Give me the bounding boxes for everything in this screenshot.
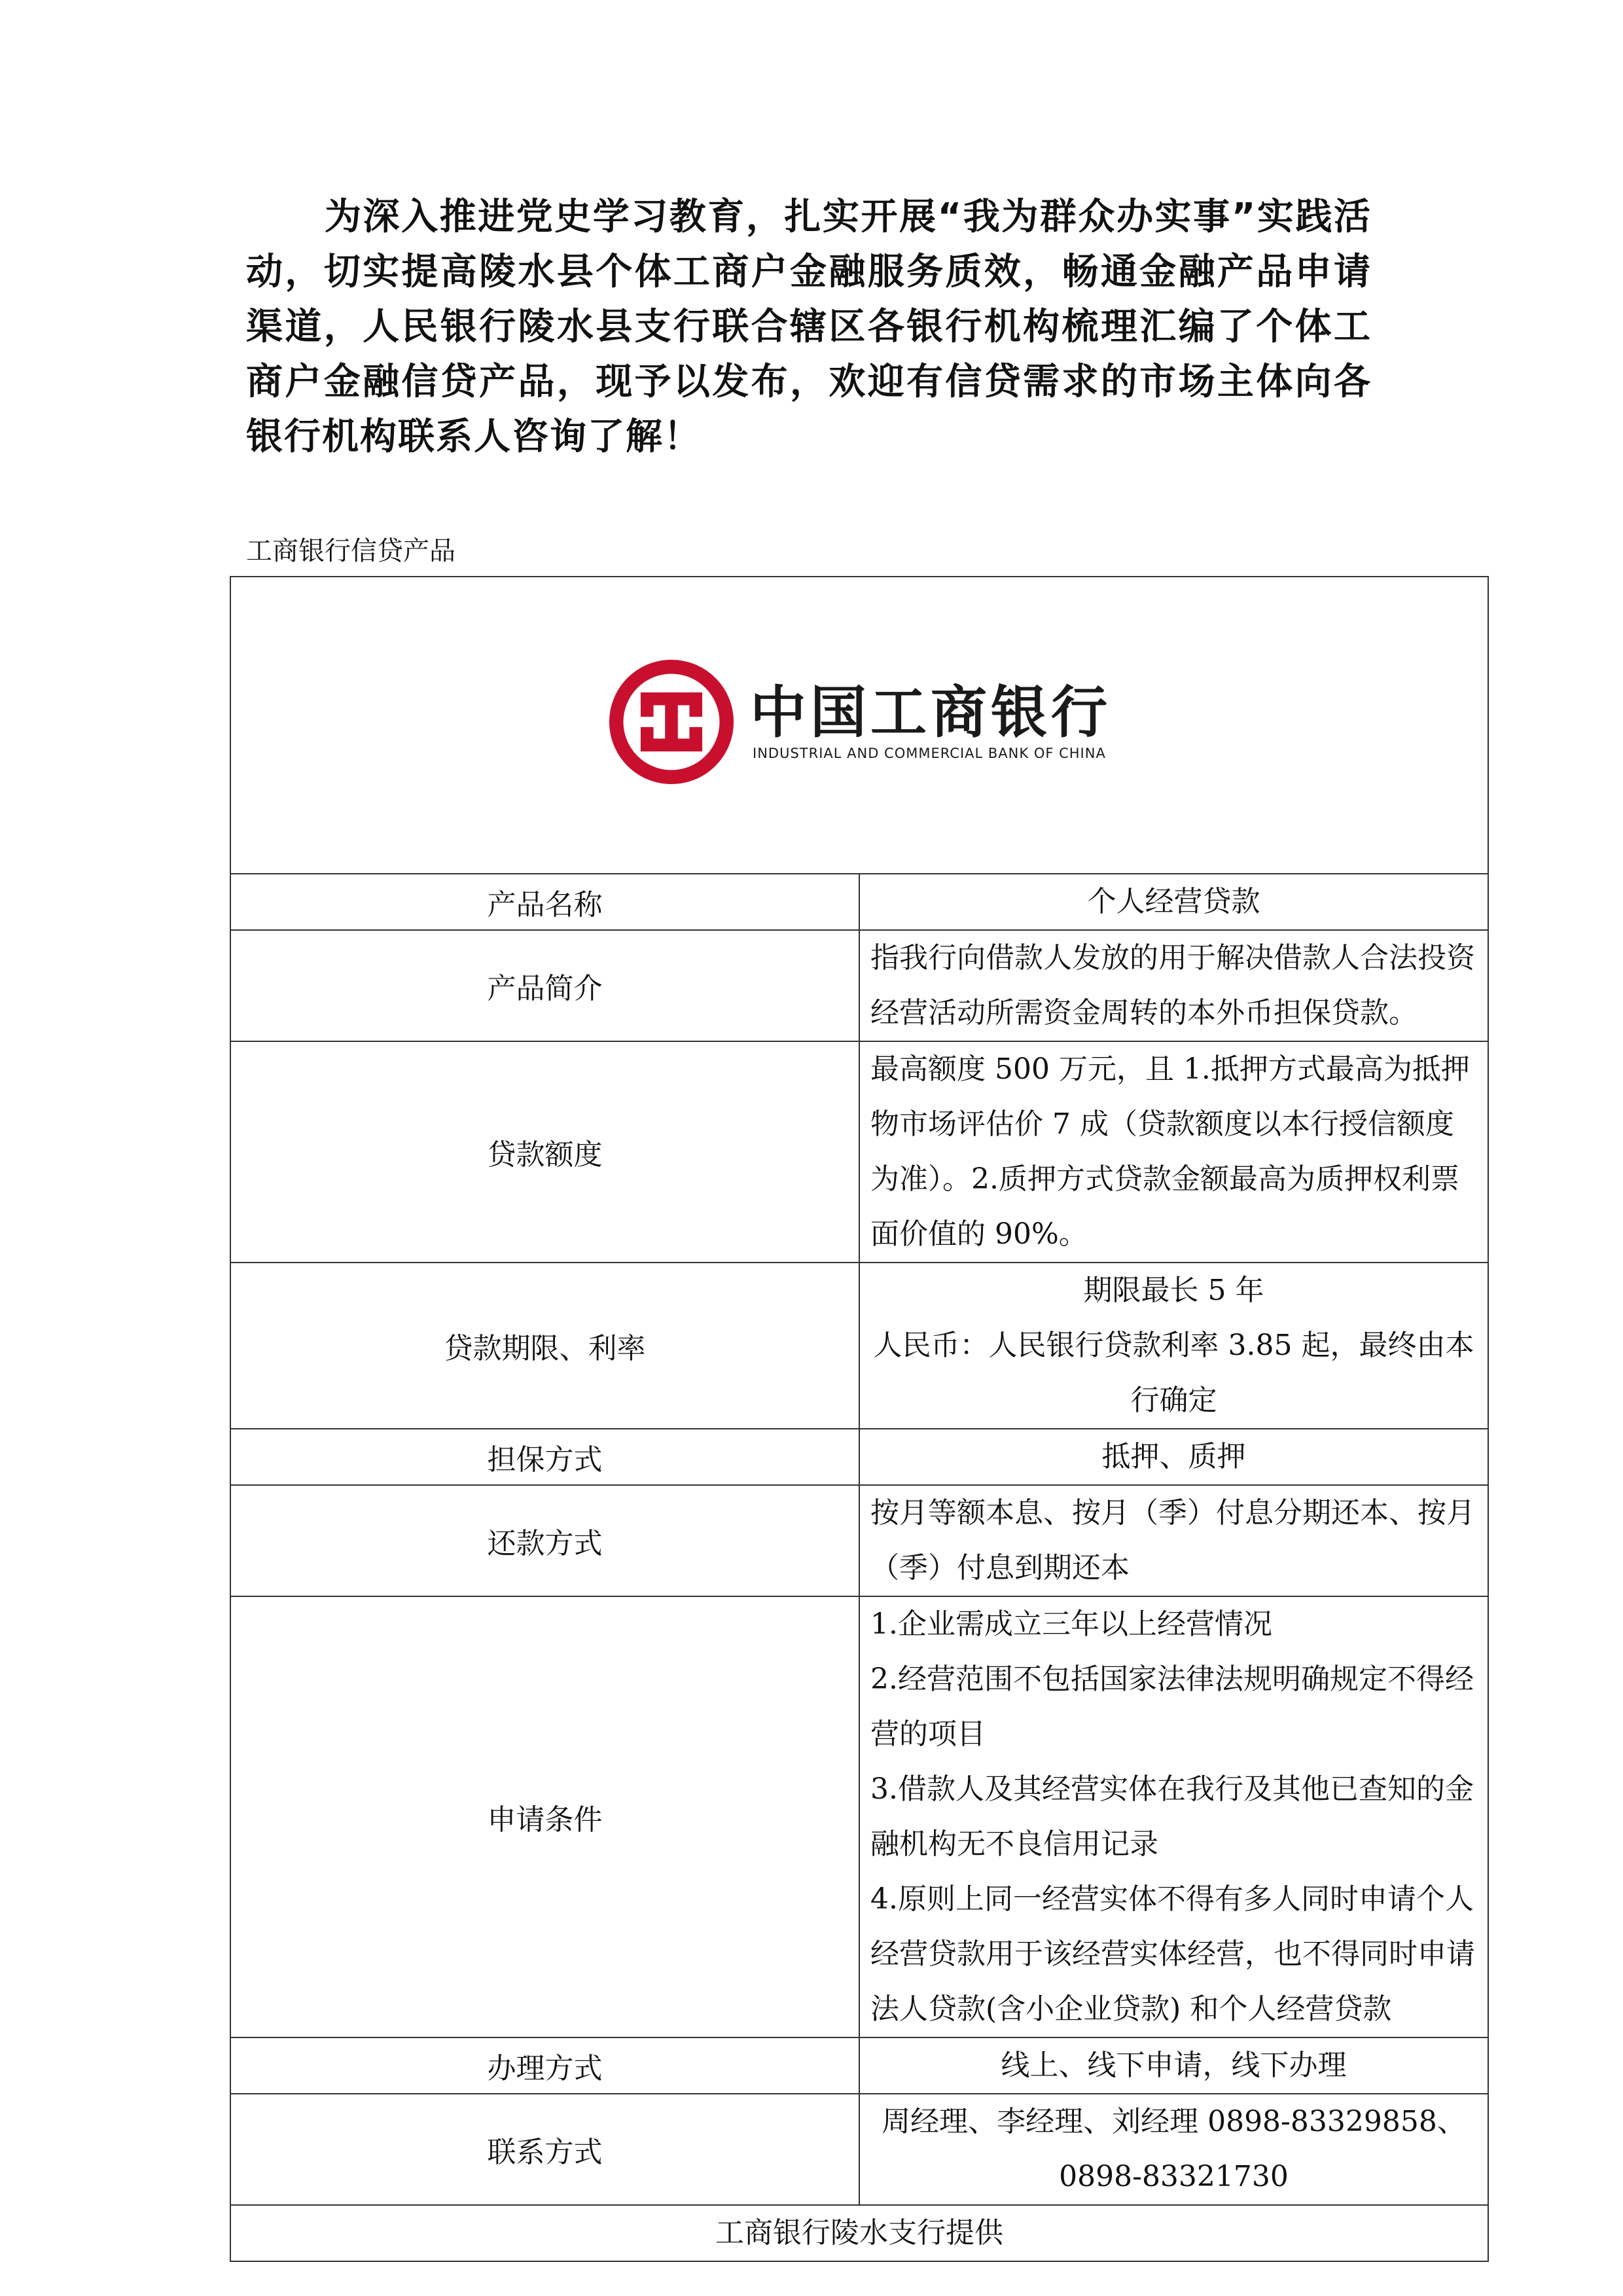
conditions-label: 申请条件: [230, 1596, 859, 2037]
row-loan-term-rate: [230, 1263, 1488, 1429]
contact-label: 联系方式: [230, 2094, 859, 2205]
product-intro-value: 指我行向借款人发放的用于解决借款人合法投资经营活动所需资金周转的本外币担保贷款。: [859, 930, 1488, 1041]
logo-cell: [230, 577, 1488, 874]
table-footer: 工商银行陵水支行提供: [230, 2205, 1488, 2261]
intro-paragraph: 为深入推进党史学习教育，扎实开展“我为群众办实事”实践活动，切实提高陵水县个体工商户金融服务质效，畅通金融产品申请渠道，人民银行陵水县支行联合辖区各银行机构梳理汇编了个体工商户金融信贷产品，现予以发布，欢迎有信贷需求的市场主体向各银行机构联系人咨询了解！: [246, 196, 1372, 458]
contact-value: 周经理、李经理、刘经理 0898-83329858、0898-83321730: [859, 2094, 1488, 2205]
logo-name-cn: 中国工商银行: [750, 679, 1111, 745]
repayment-value: 按月等额本息、按月（季）付息分期还本、按月（季）付息到期还本: [859, 1485, 1488, 1596]
row-footer: [230, 2205, 1488, 2261]
repayment-label: 还款方式: [230, 1485, 859, 1596]
row-product-name: [230, 874, 1488, 930]
row-product-intro: [230, 930, 1488, 1041]
condition-item: 3.借款人及其经营实体在我行及其他已查知的金融机构无不良信用记录: [870, 1772, 1474, 1861]
condition-item: 1.企业需成立三年以上经营情况: [870, 1607, 1272, 1641]
logo-row: [230, 577, 1488, 874]
loan-amount-value: 最高额度 500 万元，且 1.抵押方式最高为抵押物市场评估价 7 成（贷款额度以本行授信额度为准）。2.质押方式贷款金额最高为质押权利票面价值的 90%。: [859, 1041, 1488, 1263]
row-loan-amount: [230, 1041, 1488, 1263]
loan-term-label: 贷款期限、利率: [230, 1263, 859, 1429]
bank-logo: [607, 658, 1111, 786]
row-conditions: [230, 1596, 1488, 2037]
table-caption: 工商银行信贷产品: [246, 536, 455, 566]
row-process: [230, 2037, 1488, 2094]
condition-item: 2.经营范围不包括国家法律法规明确规定不得经营的项目: [870, 1662, 1474, 1751]
loan-term-line: 期限最长 5 年: [1083, 1274, 1264, 1307]
logo-name-en: INDUSTRIAL AND COMMERCIAL BANK OF CHINA: [753, 745, 1106, 761]
loan-product-table: [230, 576, 1489, 2262]
process-value: 线上、线下申请，线下办理: [859, 2037, 1488, 2094]
process-label: 办理方式: [230, 2037, 859, 2094]
row-contact: [230, 2094, 1488, 2205]
loan-amount-label: 贷款额度: [230, 1041, 859, 1263]
row-repayment: [230, 1485, 1488, 1596]
row-guarantee: [230, 1429, 1488, 1485]
product-intro-label: 产品简介: [230, 930, 859, 1041]
guarantee-label: 担保方式: [230, 1429, 859, 1485]
product-name-value: 个人经营贷款: [859, 874, 1488, 930]
loan-rate-line: 人民币：人民银行贷款利率 3.85 起，最终由本行确定: [873, 1329, 1474, 1417]
condition-item: 4.原则上同一经营实体不得有多人同时申请个人经营贷款用于该经营实体经营，也不得同时申请法人贷款(含小企业贷款) 和个人经营贷款: [870, 1882, 1475, 2026]
product-name-label: 产品名称: [230, 874, 859, 930]
conditions-list: [859, 1596, 1488, 2037]
icbc-logo-icon: [607, 658, 736, 786]
guarantee-value: 抵押、质押: [859, 1429, 1488, 1485]
loan-term-value: [859, 1263, 1488, 1429]
